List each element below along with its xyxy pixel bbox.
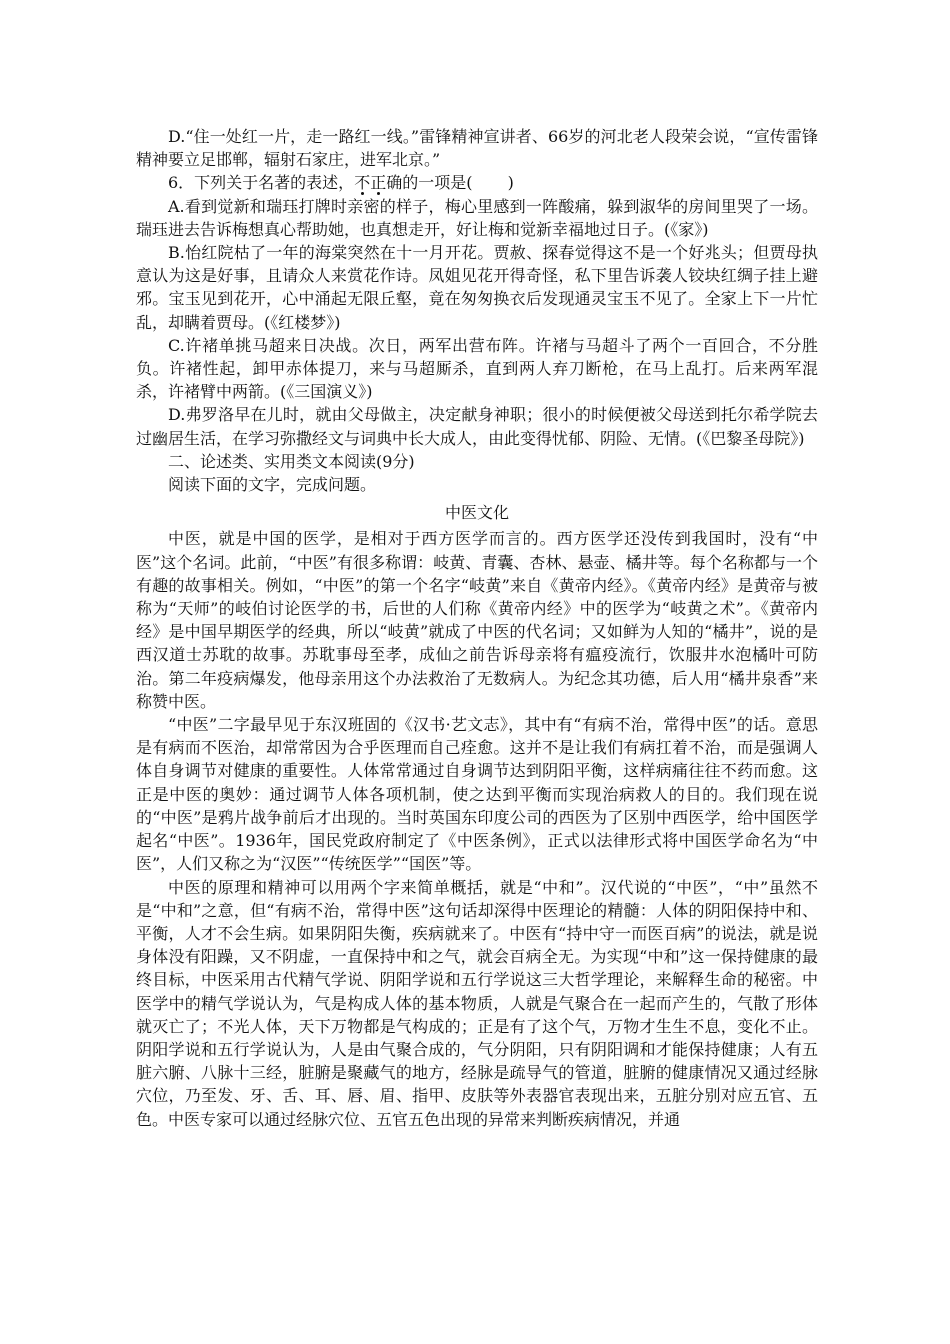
q6-emphasis-mark-2: 正 [370, 173, 387, 193]
q5-option-d: D.“住一处红一片，走一路红一线。”雷锋精神宣讲者、66岁的河北老人段荣会说，“宣传雷锋精神要立足邯郸，辐射石家庄，进军北京。” [136, 127, 818, 170]
q6-stem-close: ) [507, 173, 514, 193]
reading-instruction: 阅读下面的文字，完成问题。 [168, 475, 377, 495]
article-paragraph-3: 中医的原理和精神可以用两个字来简单概括，就是“中和”。汉代说的“中医”，“中”虽然不是“中和”之意，但“有病不治，常得中医”这句话却深得中医理论的精髓：人体的阴阳保持中和、平衡，人才不会生病。如果阴阳失衡，疾病就来了。中医有“持中守一而医百病”的说法，就是说身体没有阳躁，又不阴虚，一直保持中和之气，就会百病全无。为实现“中和”这一保持健康的最终目标，中医采用古代精气学说、阴阳学说和五行学说这三大哲学理论，来解释生命的秘密。中医学中的精气学说认为，气是构成人体的基本物质，人就是气聚合在一起而产生的，气散了形体就灭亡了；不光人体，天下万物都是气构成的；正是有了这个气，万物才生生不息，变化不止。阴阳学说和五行学说认为，人是由气聚合成的，气分阴阳，只有阴阳调和才能保持健康；人有五脏六腑、八脉十三经，脏腑是聚藏气的地方，经脉是疏导气的管道，脏腑的健康情况又通过经脉穴位，乃至发、牙、舌、耳、唇、眉、指甲、皮肤等外表器官表现出来，五脏分别对应五官、五色。中医专家可以通过经脉穴位、五官五色出现的异常来判断疾病情况，并通 [136, 877, 818, 1129]
q6-option-d: D.弗罗洛早在儿时，就由父母做主，决定献身神职；很小的时候便被父母送到托尔希学院去过幽居生活，在学习弥撒经文与词典中长大成人，由此变得忧郁、阴险、无情。(《巴黎圣母院》) [136, 405, 818, 448]
article-title: 中医文化 [444, 503, 509, 523]
q6-option-b: B.怡红院枯了一年的海棠突然在十一月开花。贾赦、探春觉得这不是一个好兆头；但贾母执意认为这是好事，且请众人来赏花作诗。凤姐见花开得奇怪，私下里告诉袭人铰块红绸子挂上避邪。宝玉见到花开，心中涌起无限丘壑，竟在匆匆换衣后发现通灵宝玉不见了。全家上下一片忙乱，却瞒着贾母。(《红楼梦》) [136, 243, 818, 332]
q6-stem [136, 171, 818, 194]
article-paragraph-1: 中医，就是中国的医学，是相对于西方医学而言的。西方医学还没传到我国时，没有“中医”这个名词。此前，“中医”有很多称谓：岐黄、青囊、杏林、悬壶、橘井等。每个名称都与一个有趣的故事相关。例如，“中医”的第一个名字“岐黄”来自《黄帝内经》。《黄帝内经》是黄帝与被称为“天师”的岐伯讨论医学的书，后世的人们称《黄帝内经》中的医学为“岐黄之术”。《黄帝内经》是中国早期医学的经典，所以“岐黄”就成了中医的代名词；又如鲜为人知的“橘井”，说的是西汉道士苏耽的故事。苏耽事母至孝，成仙之前告诉母亲将有瘟疫流行，饮服井水泡橘叶可防治。第二年疫病爆发，他母亲用这个办法救治了无数病人。为纪念其功德，后人用“橘井泉香”来称赞中医。 [136, 529, 818, 711]
q6-stem-suffix: 确的一项是( [386, 173, 473, 193]
q6-option-c: C.许褚单挑马超来日决战。次日，两军出营布阵。许褚与马超斗了两个一百回合，不分胜负。许褚性起，卸甲赤体提刀，来与马超厮杀，直到两人弃刀断枪，在马上乱打。后来两军混杀，许褚臂中两箭。(《三国演义》) [136, 335, 818, 402]
section-heading: 二、论述类、实用类文本阅读(9分) [168, 451, 415, 471]
q6-option-a: A.看到觉新和瑞珏打牌时亲密的样子，梅心里感到一阵酸痛，躲到淑华的房间里哭了一场。瑞珏进去告诉梅想真心帮助她，也真想走开，好让梅和觉新幸福地过日子。(《家》) [136, 196, 818, 239]
article-paragraph-2: “中医”二字最早见于东汉班固的《汉书·艺文志》，其中有“有病不治，常得中医”的话。意思是有病而不医治，却常常因为合乎医理而自己痊愈。这并不是让我们有病扛着不治，而是强调人体自身调节对健康的重要性。人体常常通过自身调节达到阴阳平衡，这样病痛往往不药而愈。这正是中医的奥妙：通过调节人体各项机制，使之达到平衡而实现治病救人的目的。我们现在说的“中医”是鸦片战争前后才出现的。当时英国东印度公司的西医为了区别中西医学，给中国医学起名“中医”。1936年，国民党政府制定了《中医条例》，正式以法律形式将中国医学命名为“中医”，人们又称之为“汉医”“传统医学”“国医”等。 [136, 715, 818, 874]
q6-stem-prefix: 6．下列关于名著的表述， [168, 173, 355, 193]
q6-emphasis-mark-1: 不 [354, 173, 371, 193]
